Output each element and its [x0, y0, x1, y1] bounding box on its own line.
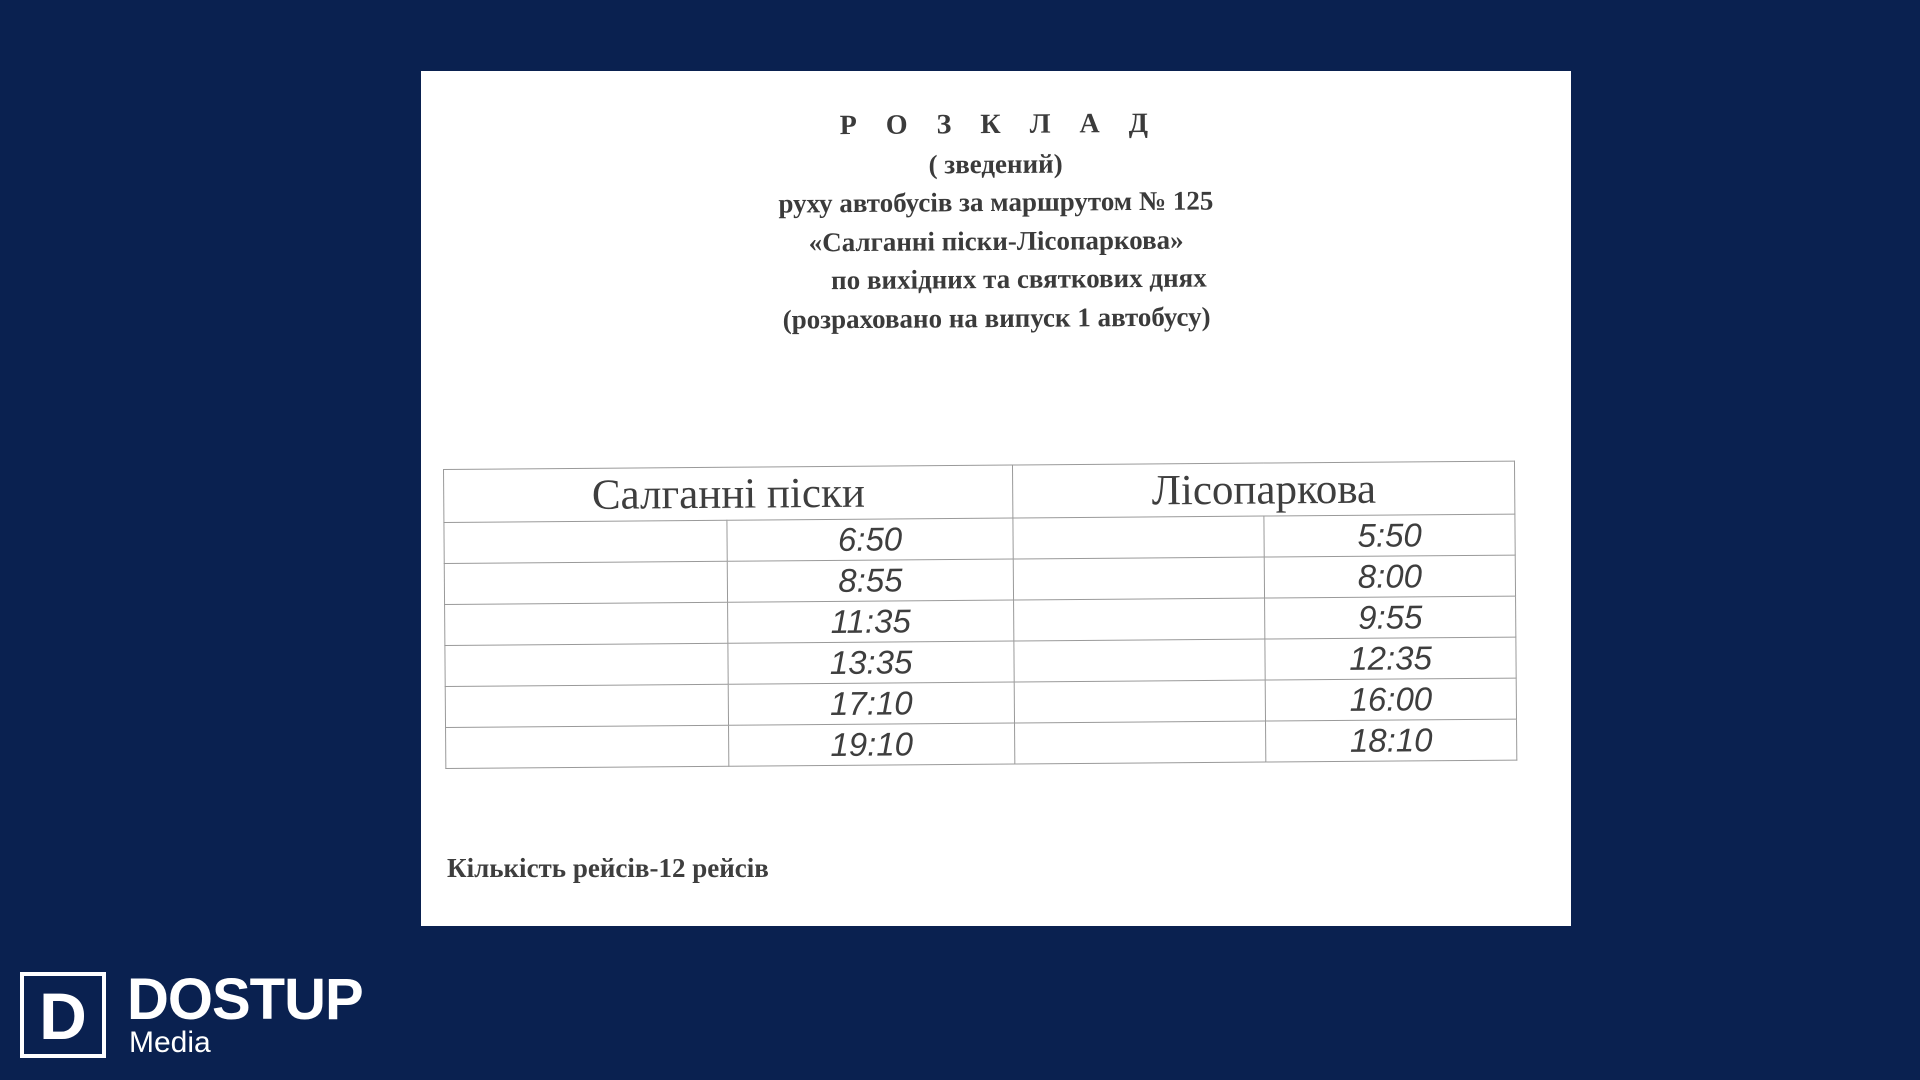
departure-time: 8:00 [1264, 555, 1515, 598]
empty-cell [1015, 680, 1266, 723]
route-line: руху автобусів за маршрутом № 125 [778, 185, 1214, 219]
empty-cell [1014, 598, 1265, 641]
capacity-line: (розраховано на випуск 1 автобусу) [782, 301, 1211, 334]
document-subtitle: ( зведений) [928, 148, 1063, 179]
departure-time: 18:10 [1266, 719, 1517, 762]
departure-time: 5:50 [1264, 514, 1515, 557]
empty-cell [1014, 557, 1265, 600]
departure-time: 11:35 [727, 600, 1014, 643]
empty-cell [445, 643, 728, 686]
empty-cell [1014, 639, 1265, 682]
document-title: Р О З К Л А Д [839, 107, 1160, 142]
departure-time: 19:10 [728, 723, 1015, 766]
route-name: «Салганні піски-Лісопаркова» [808, 224, 1184, 257]
departure-time: 8:55 [727, 559, 1014, 602]
empty-cell [444, 561, 727, 604]
document-header [420, 102, 1572, 341]
table-header-row [444, 461, 1515, 522]
days-line: по вихідних та святкових днях [830, 262, 1207, 296]
table-row [446, 719, 1517, 768]
empty-cell [1015, 721, 1266, 764]
departure-time: 13:35 [728, 641, 1015, 684]
trip-count: Кількість рейсів-12 рейсів [447, 853, 769, 883]
departure-time: 6:50 [727, 518, 1014, 561]
schedule-table [443, 461, 1517, 769]
departure-time: 9:55 [1265, 596, 1516, 639]
empty-cell [445, 602, 728, 645]
column-header: Лісопаркова [1013, 461, 1515, 518]
schedule-document [421, 71, 1571, 926]
empty-cell [445, 684, 728, 727]
empty-cell [444, 520, 727, 563]
empty-cell [446, 725, 729, 768]
departure-time: 17:10 [728, 682, 1015, 725]
logo-letter-icon: D [20, 972, 106, 1058]
logo-subtitle: Media [129, 1026, 211, 1059]
empty-cell [1013, 516, 1264, 559]
departure-time: 16:00 [1265, 678, 1516, 721]
departure-time: 12:35 [1265, 637, 1516, 680]
column-header: Салганні піски [444, 465, 1014, 522]
logo-wordmark: DOSTUP [127, 967, 363, 1032]
